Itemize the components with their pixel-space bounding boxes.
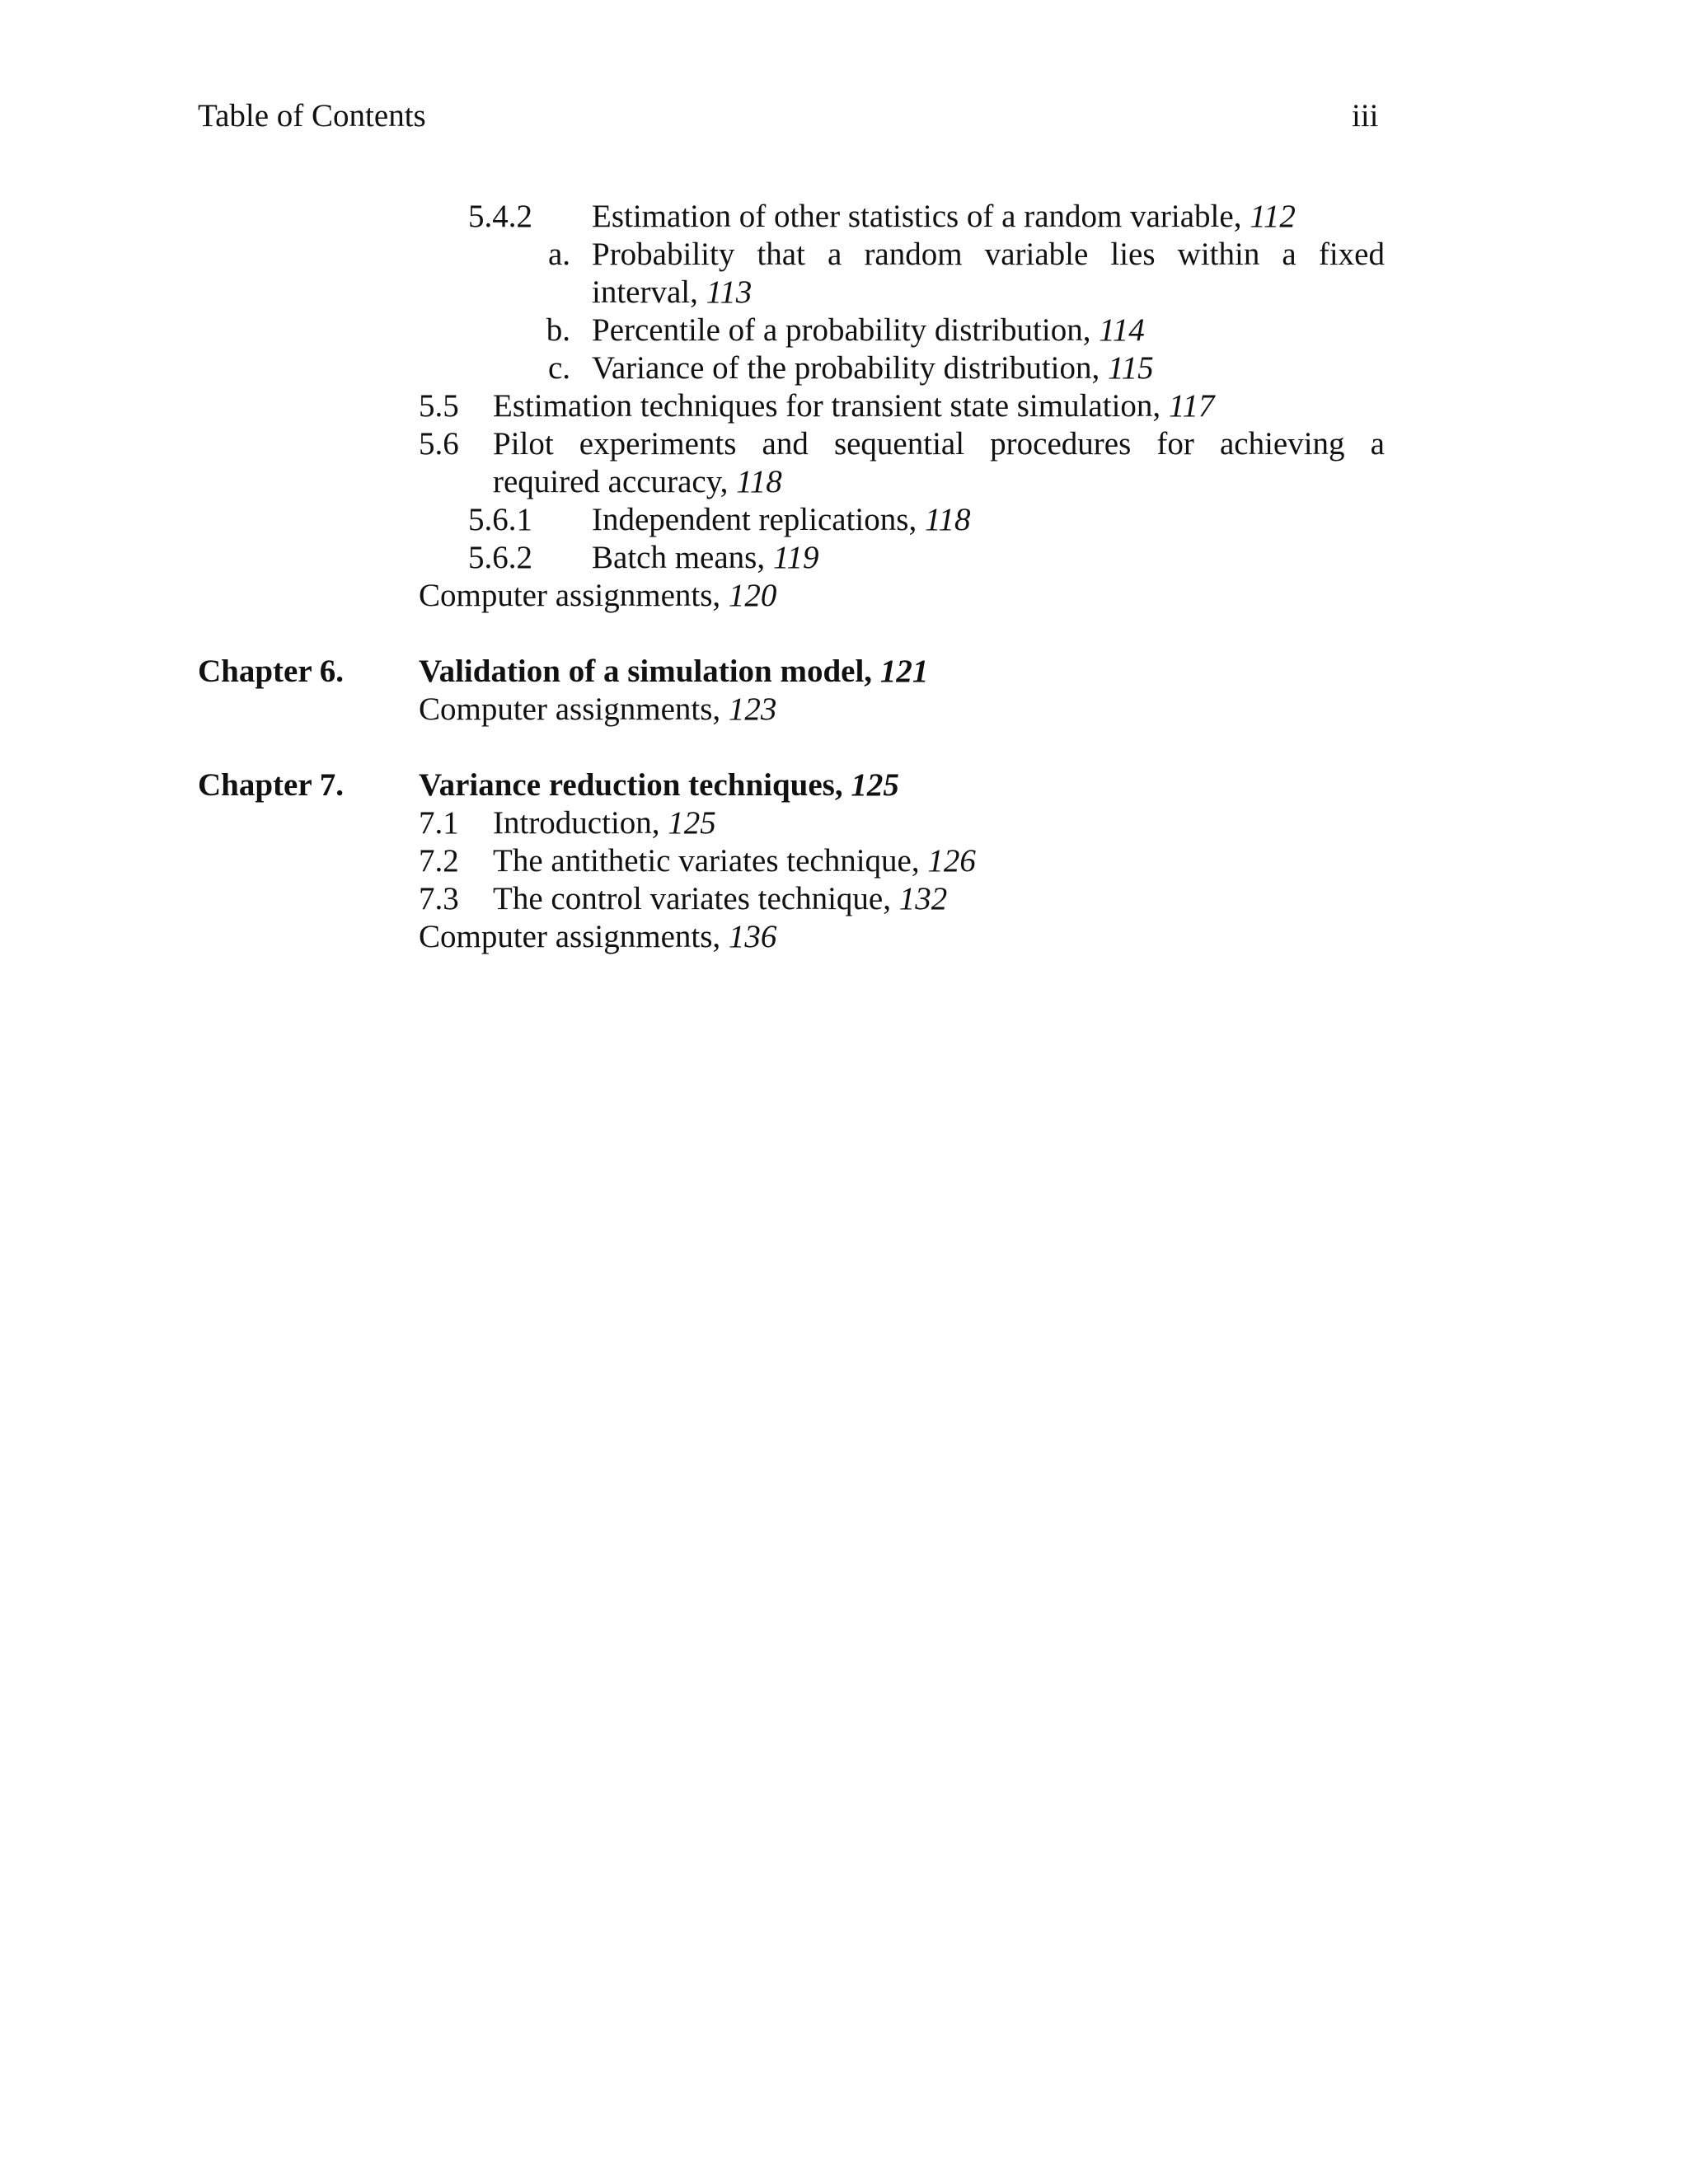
toc-entry-text [419, 577, 776, 615]
chapter-heading [419, 766, 899, 804]
toc-entry-title: Independent replications, [592, 502, 917, 537]
toc-entry-title-line-2: interval, [592, 274, 698, 310]
toc-entry-text [493, 387, 1215, 425]
toc-entry-number: 5.5 [419, 388, 459, 424]
toc-entry-page: 113 [706, 274, 753, 310]
toc-entry-number: c. [547, 350, 570, 386]
toc-entry-text [592, 539, 818, 577]
toc-entry-number: 5.6.2 [468, 540, 532, 575]
running-head-title: Table of Contents [198, 98, 426, 134]
toc-entry-page: 125 [668, 805, 716, 841]
toc-entry-number: b. [546, 312, 570, 348]
chapter-page: 125 [851, 767, 899, 803]
toc-entry-number: 5.6 [419, 426, 459, 462]
toc-entry-page: 126 [927, 843, 976, 879]
toc-entry-page: 117 [1168, 388, 1215, 424]
toc-entry-number: 5.6.1 [468, 502, 532, 537]
toc-entry-text [493, 842, 976, 880]
toc-entry-page: 120 [728, 578, 777, 613]
toc-entry-title: Estimation of other statistics of a random variable, [592, 199, 1242, 234]
toc-entry-title: Percentile of a probability distribution, [592, 312, 1091, 348]
toc-entry-text [419, 918, 776, 956]
toc-entry-text [592, 274, 752, 312]
toc-entry-page: 112 [1250, 199, 1296, 234]
toc-entry-title: The antithetic variates technique, [493, 843, 920, 879]
chapter-title: Validation of a simulation model, [419, 654, 873, 689]
chapter-page: 121 [879, 654, 929, 689]
chapter-label: Chapter 6. [198, 654, 344, 689]
toc-entry-text [493, 880, 947, 918]
toc-entry-text [592, 198, 1296, 236]
toc-entry-title: Computer assignments, [419, 691, 721, 727]
toc-entry-number: 5.4.2 [468, 199, 532, 234]
toc-entry-number: 7.3 [419, 881, 459, 916]
toc-entry-text [493, 804, 716, 842]
toc-entry-page: 118 [924, 502, 971, 537]
toc-entry-title: Estimation techniques for transient state simulation, [493, 388, 1161, 424]
toc-entry-page: 114 [1099, 312, 1145, 348]
toc-entry-page: 132 [898, 881, 948, 916]
toc-entry-text [592, 349, 1154, 387]
toc-entry-title: Computer assignments, [419, 919, 721, 954]
toc-entry-page: 118 [736, 464, 782, 499]
toc-entry-page: 123 [728, 691, 777, 727]
toc-entry-title-line-1: Probability that a random variable lies within a fixed [592, 237, 1385, 272]
toc-entry-text [493, 463, 782, 501]
toc-entry-text [592, 501, 971, 539]
toc-entry-number: 7.2 [419, 843, 459, 879]
toc-entry-title: Variance of the probability distribution, [592, 350, 1100, 386]
toc-entry-number: a. [547, 237, 570, 272]
page-number: iii [1352, 98, 1379, 134]
toc-entry-number: 7.1 [419, 805, 459, 841]
toc-entry-page: 115 [1108, 350, 1154, 386]
toc-entry-page: 136 [728, 919, 777, 954]
toc-entry-title: Computer assignments, [419, 578, 721, 613]
toc-entry-title: Introduction, [493, 805, 660, 841]
toc-entry-title: Batch means, [592, 540, 766, 575]
toc-entry-text [592, 312, 1145, 349]
chapter-title: Variance reduction techniques, [419, 767, 843, 803]
chapter-heading [419, 653, 928, 691]
toc-entry-title-line-2: required accuracy, [493, 464, 729, 499]
toc-entry-title-line-1: Pilot experiments and sequential procedures for achieving a [493, 426, 1385, 462]
toc-entry-text [419, 691, 776, 729]
chapter-label: Chapter 7. [198, 767, 344, 803]
toc-entry-title: The control variates technique, [493, 881, 891, 916]
toc-entry-page: 119 [772, 540, 819, 575]
